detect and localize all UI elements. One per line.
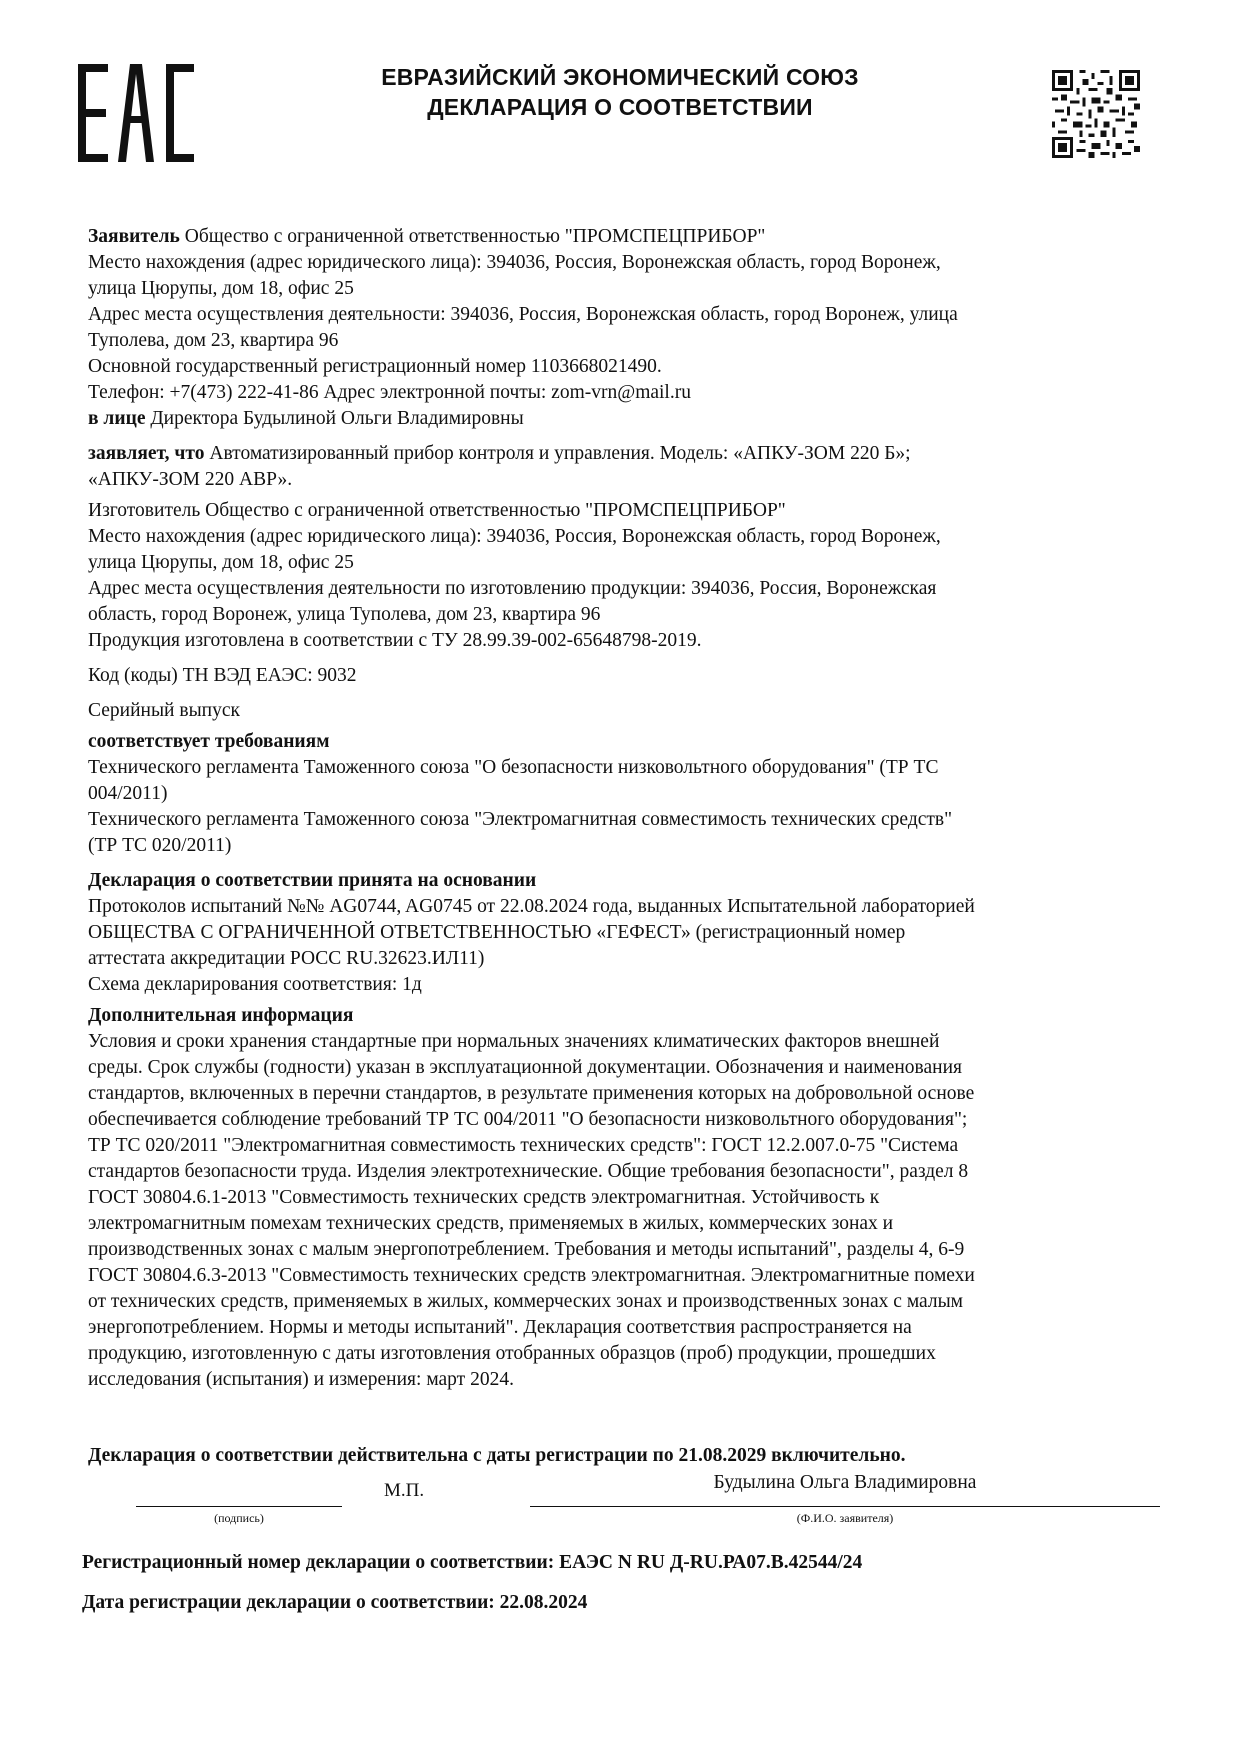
additional-line: продукцию, изготовленную с даты изготовления отобранных образцов (проб) продукции, прошедших [88,1343,936,1364]
additional-line: ТР ТС 020/2011 "Электромагнитная совместимость технических средств": ГОСТ 12.2.007.0-75 "Система [88,1135,959,1156]
regulation-1-line-1: Технического регламента Таможенного союза "О безопасности низковольтного оборудования" (ТР ТС [88,757,939,778]
basis-heading [88,868,1148,894]
manufacturer-spec: Продукция изготовлена в соответствии с ТУ 28.99.39-002-65648798-2019. [88,630,702,651]
basis-line-3: аттестата аккредитации РОСС RU.32623.ИЛ11) [88,948,485,969]
signature-line [136,1506,342,1507]
applicant-contacts: Телефон: +7(473) 222-41-86 Адрес электронной почты: zom-vrn@mail.ru [88,382,691,403]
manufacturer-prod-address-1: Адрес места осуществления деятельности по изготовлению продукции: 394036, Россия, Воронежская [88,578,937,599]
requirements-heading [88,729,1148,755]
representative-text: Директора Будылиной Ольги Владимировны [150,408,524,429]
applicant-legal-address-1: Место нахождения (адрес юридического лица): 394036, Россия, Воронежская область, город Воронеж, [88,252,941,273]
requirements-label: соответствует требованиям [88,731,330,752]
applicant-representative [88,406,1148,432]
additional-line: исследования (испытания) и измерения: март 2024. [88,1369,514,1390]
signer-name: Будылина Ольга Владимировна [713,1472,977,1493]
applicant-label: Заявитель [88,226,180,247]
additional-line: обеспечивается соблюдение требований ТР ТС 004/2011 "О безопасности низковольтного оборудования"; [88,1109,968,1130]
representative-label: в лице [88,408,146,429]
signature-caption: (подпись) [214,1511,264,1525]
manufacturer-prod-address-2: область, город Воронеж, улица Туполева, дом 23, квартира 96 [88,604,601,625]
additional-line: среды. Срок службы (годности) указан в эксплуатационной документации. Обозначения и наименования [88,1057,962,1078]
manufacturer-line: Изготовитель Общество с ограниченной ответственностью "ПРОМСПЕЦПРИБОР" [88,500,786,521]
production-type: Серийный выпуск [88,700,240,721]
regulation-2-line-1: Технического регламента Таможенного союза "Электромагнитная совместимость технических средств" [88,809,953,830]
declares-text-1: Автоматизированный прибор контроля и управления. Модель: «АПКУ-ЗОМ 220 Б»; [209,443,911,464]
additional-line: Условия и сроки хранения стандартные при нормальных значениях климатических факторов внешней [88,1031,940,1052]
regulation-1-line-2: 004/2011) [88,783,168,804]
tn-ved-code: Код (коды) ТН ВЭД ЕАЭС: 9032 [88,665,357,686]
basis-line-2: ОБЩЕСТВА С ОГРАНИЧЕННОЙ ОТВЕТСТВЕННОСТЬЮ «ГЕФЕСТ» (регистрационный номер [88,922,906,943]
applicant-name: Общество с ограниченной ответственностью "ПРОМСПЕЦПРИБОР" [184,226,766,247]
basis-line-1: Протоколов испытаний №№ AG0744, AG0745 от 22.08.2024 года, выданных Испытательной лабораторией [88,896,975,917]
applicant-ogrn: Основной государственный регистрационный номер 1103668021490. [88,356,662,377]
header-title-declaration: ДЕКЛАРАЦИЯ О СООТВЕТСТВИИ [427,94,813,120]
basis-scheme: Схема декларирования соответствия: 1д [88,974,422,995]
applicant-line [88,224,1148,250]
name-caption: (Ф.И.О. заявителя) [796,1511,894,1525]
additional-line: ГОСТ 30804.6.1-2013 "Совместимость технических средств электромагнитная. Устойчивость к [88,1187,880,1208]
manufacturer-legal-address-1: Место нахождения (адрес юридического лица): 394036, Россия, Воронежская область, город Воронеж, [88,526,941,547]
stamp-label: М.П. [384,1480,425,1501]
document-header [230,62,1010,122]
registration-date: Дата регистрации декларации о соответствии: 22.08.2024 [82,1592,588,1613]
qr-code-icon [1052,70,1140,158]
additional-label: Дополнительная информация [88,1005,354,1026]
applicant-activity-address-2: Туполева, дом 23, квартира 96 [88,330,339,351]
declares-label: заявляет, что [88,443,205,464]
additional-line: энергопотреблением. Нормы и методы испытаний". Декларация соответствия распространяется на [88,1317,912,1338]
basis-label: Декларация о соответствии принята на основании [88,870,537,891]
declaration-body [88,224,1148,1393]
additional-line: электромагнитным помехам технических средств, применяемых в жилых, коммерческих зонах и [88,1213,894,1234]
regulation-2-line-2: (ТР ТС 020/2011) [88,835,232,856]
name-line [530,1506,1160,1507]
header-title-union: ЕВРАЗИЙСКИЙ ЭКОНОМИЧЕСКИЙ СОЮЗ [381,64,859,90]
validity-statement: Декларация о соответствии действительна с даты регистрации по 21.08.2029 включительно. [88,1445,906,1466]
declares-line-1 [88,441,1148,467]
manufacturer-legal-address-2: улица Цюрупы, дом 18, офис 25 [88,552,354,573]
additional-line: ГОСТ 30804.6.3-2013 "Совместимость технических средств электромагнитная. Электромагнитные помехи [88,1265,975,1286]
additional-line: от технических средств, применяемых в жилых, коммерческих зонах и производственных зонах с малым [88,1291,964,1312]
additional-line: стандартов, включенных в перечни стандартов, в результате применения которых на добровольной основе [88,1083,975,1104]
eac-logo [78,64,194,162]
applicant-activity-address-1: Адрес места осуществления деятельности: 394036, Россия, Воронежская область, город Воронеж, улица [88,304,958,325]
registration-number: Регистрационный номер декларации о соответствии: ЕАЭС N RU Д-RU.РА07.В.42544/24 [82,1552,863,1573]
additional-line: стандартов безопасности труда. Изделия электротехнические. Общие требования безопасности", раздел 8 [88,1161,969,1182]
additional-heading [88,1003,1148,1029]
declares-line-2: «АПКУ-ЗОМ 220 АВР». [88,469,293,490]
additional-line: производственных зонах с малым энергопотреблением. Требования и методы испытаний", разделы 4, 6-9 [88,1239,965,1260]
applicant-legal-address-2: улица Цюрупы, дом 18, офис 25 [88,278,354,299]
